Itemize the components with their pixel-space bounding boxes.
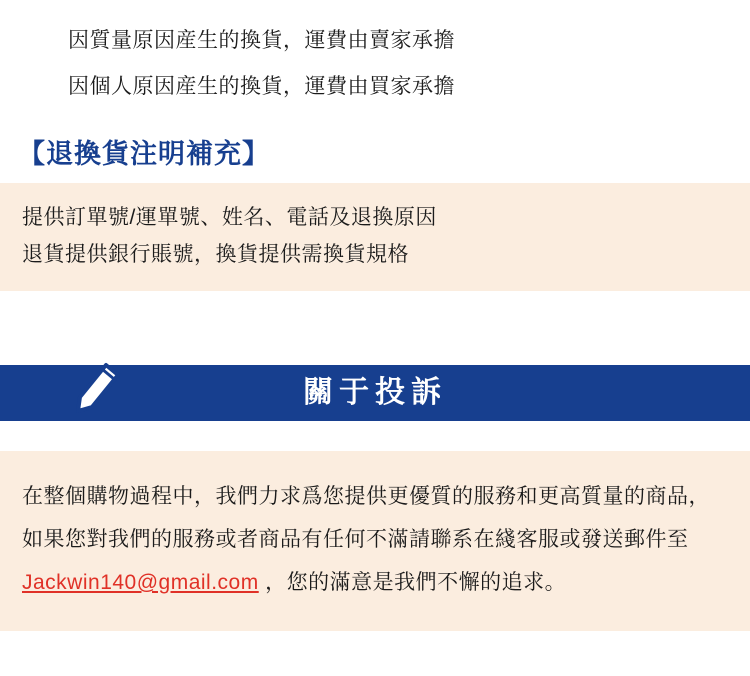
note-line: 退貨提供銀行賬號，換貨提供需換貨規格 bbox=[22, 243, 409, 266]
pencil-note-icon bbox=[40, 353, 120, 421]
policy-line: 因質量原因産生的換貨，運費由賣家承擔 bbox=[68, 29, 455, 52]
policy-lines bbox=[0, 0, 750, 110]
complaint-text-before: 在整個購物過程中，我們力求爲您提供更優質的服務和更高質量的商品，如果您對我們的服務或者商品有任何不滿請聯系在綫客服或發送郵件至 bbox=[22, 485, 710, 551]
complaint-banner bbox=[0, 343, 750, 421]
note-line: 提供訂單號/運單號、姓名、電話及退換原因 bbox=[22, 206, 437, 229]
note-block bbox=[0, 183, 750, 291]
policy-line: 因個人原因産生的換貨，運費由買家承擔 bbox=[68, 75, 455, 98]
complaint-paragraph bbox=[22, 475, 728, 604]
complaint-text-block bbox=[0, 451, 750, 631]
banner-title: 關于投訴 bbox=[303, 376, 447, 409]
contact-email-link[interactable]: Jackwin140@gmail.com bbox=[22, 571, 259, 594]
note-section-heading: 【退換貨注明補充】 bbox=[18, 139, 270, 169]
complaint-text-after: ，您的滿意是我們不懈的追求。 bbox=[258, 571, 567, 594]
